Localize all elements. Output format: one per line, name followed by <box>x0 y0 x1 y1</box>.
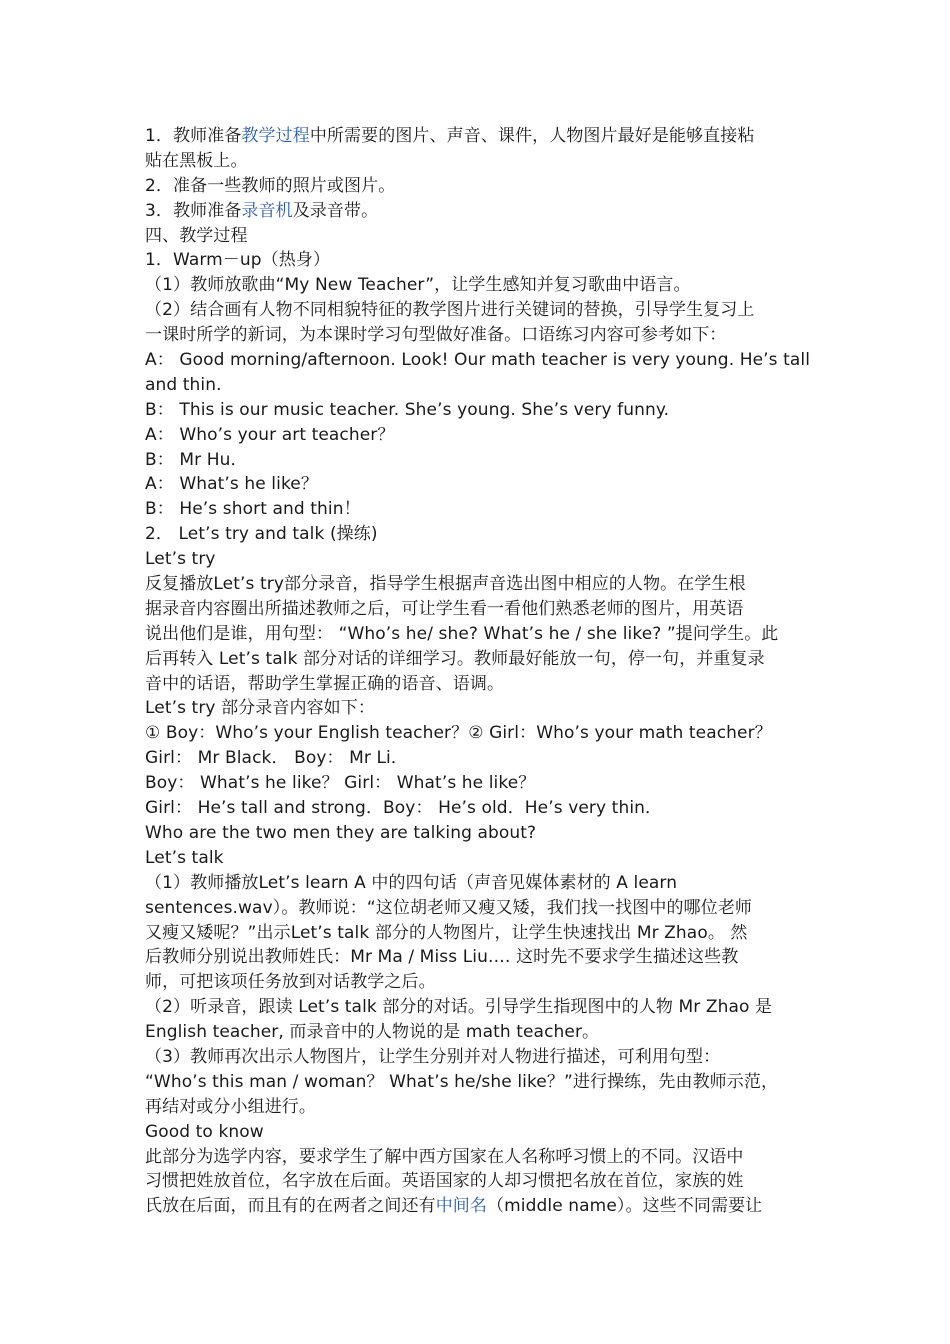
text-line <box>145 472 813 497</box>
text-line <box>145 149 813 174</box>
text-line <box>145 398 813 423</box>
text-line <box>145 746 813 771</box>
text-line <box>145 522 813 547</box>
text-run: B： This is our music teacher. She’s young. She’s very funny. <box>145 399 670 420</box>
text-run: Let’s try 部分录音内容如下： <box>145 698 375 719</box>
text-run: 师，可把该项任务放到对话教学之后。 <box>145 972 436 993</box>
text-run: 此部分为选学内容，要求学生了解中西方国家在人名称呼习惯上的不同。汉语中 <box>145 1146 744 1167</box>
text-line <box>145 1194 813 1219</box>
text-line <box>145 1095 813 1120</box>
text-line <box>145 373 813 398</box>
text-line <box>145 1169 813 1194</box>
text-run: （1）教师播放Let’s learn A 中的四句话（声音见媒体素材的 A learn <box>145 872 678 893</box>
text-line <box>145 1145 813 1170</box>
hyperlink[interactable]: 录音机 <box>241 200 293 221</box>
text-run: 又瘦又矮呢？”出示Let’s talk 部分的人物图片，让学生快速找出 Mr Zhao。 然 <box>145 922 748 943</box>
text-run: 2．准备一些教师的照片或图片。 <box>145 175 396 196</box>
text-run: 3．教师准备 <box>145 200 242 221</box>
text-run: 后再转入 Let’s talk 部分对话的详细学习。教师最好能放一句，停一句，并重复录 <box>145 648 765 669</box>
text-run: （3）教师再次出示人物图片，让学生分别并对人物进行描述，可利用句型： <box>145 1046 721 1067</box>
text-line <box>145 871 813 896</box>
text-run: A： Who’s your art teacher？ <box>145 424 395 445</box>
text-line <box>145 174 813 199</box>
text-run: ① Boy：Who’s your English teacher？② Girl：Who’s your math teacher？ <box>145 723 772 744</box>
text-line <box>145 1120 813 1145</box>
text-run: 说出他们是谁，用句型： “Who’s he/ she? What’s he / she like? ”提问学生。此 <box>145 623 779 644</box>
text-run: 2． Let’s try and talk (操练) <box>145 524 378 545</box>
text-run: Good to know <box>145 1121 264 1142</box>
text-line <box>145 921 813 946</box>
text-run: 音中的话语，帮助学生掌握正确的语音、语调。 <box>145 673 505 694</box>
text-line <box>145 547 813 572</box>
text-line <box>145 672 813 697</box>
text-run: B： Mr Hu． <box>145 449 248 470</box>
text-line <box>145 1020 813 1045</box>
text-run: A： What’s he like？ <box>145 474 318 495</box>
text-line <box>145 199 813 224</box>
text-run: Girl： He’s tall and strong．Boy： He’s old．He’s very thin． <box>145 798 663 819</box>
document-body <box>145 124 813 1219</box>
text-line <box>145 298 813 323</box>
text-line <box>145 821 813 846</box>
text-line <box>145 497 813 522</box>
text-run: （1）教师放歌曲“My New Teacher”，让学生感知并复习歌曲中语言。 <box>145 275 691 296</box>
text-line <box>145 448 813 473</box>
text-line <box>145 323 813 348</box>
text-line <box>145 945 813 970</box>
hyperlink[interactable]: 中间名 <box>435 1196 488 1217</box>
text-run: 氏放在后面，而且有的在两者之间还有 <box>145 1196 436 1217</box>
text-run: （2）听录音，跟读 Let’s talk 部分的对话。引导学生指现图中的人物 Mr Zhao 是 <box>145 997 773 1018</box>
text-run: 中所需要的图片、声音、课件，人物图片最好是能够直接粘 <box>309 126 755 146</box>
text-line <box>145 423 813 448</box>
text-line <box>145 647 813 672</box>
text-line <box>145 896 813 921</box>
text-run: 1．教师准备 <box>145 126 242 146</box>
text-run: sentences.wav）。教师说：“这位胡老师又瘦又矮，我们找一找图中的哪位老师 <box>145 897 752 918</box>
text-run: 四、教学过程 <box>145 225 248 246</box>
text-run: Let’s talk <box>145 847 224 868</box>
text-run: （2）结合画有人物不同相貌特征的教学图片进行关键词的替换，引导学生复习上 <box>145 300 755 321</box>
text-line <box>145 124 813 149</box>
text-line <box>145 771 813 796</box>
text-run: B： He’s short and thin！ <box>145 499 361 520</box>
text-run: Let’s try <box>145 549 216 570</box>
text-line <box>145 846 813 871</box>
text-line <box>145 721 813 746</box>
text-run: Who are the two men they are talking about? <box>145 822 537 843</box>
text-run: 及录音带。 <box>292 200 379 221</box>
text-line <box>145 1045 813 1070</box>
text-line <box>145 1070 813 1095</box>
text-line <box>145 597 813 622</box>
text-run: 习惯把姓放首位，名字放在后面。英语国家的人却习惯把名放在首位，家族的姓 <box>145 1171 744 1192</box>
text-run: 一课时所学的新词，为本课时学习句型做好准备。口语练习内容可参考如下： <box>145 325 727 346</box>
text-run: “Who’s this man / woman？ What’s he/she like？”进行操练，先由教师示范， <box>145 1071 779 1092</box>
hyperlink[interactable]: 教学过程 <box>241 126 310 146</box>
text-run: 据录音内容圈出所描述教师之后，可让学生看一看他们熟悉老师的图片，用英语 <box>145 598 744 619</box>
text-line <box>145 995 813 1020</box>
text-line <box>145 348 813 373</box>
text-line <box>145 248 813 273</box>
text-run: Girl： Mr Black． Boy： Mr Li． <box>145 748 408 769</box>
text-line <box>145 622 813 647</box>
text-line <box>145 970 813 995</box>
text-run: A： Good morning/afternoon. Look! Our math teacher is very young. He’s tall <box>145 350 811 371</box>
text-line <box>145 224 813 249</box>
text-run: 贴在黑板上。 <box>145 150 248 171</box>
text-run: （middle name）。这些不同需要让 <box>487 1196 763 1217</box>
text-run: Boy： What’s he like？ Girl： What’s he like？ <box>145 773 536 794</box>
text-line <box>145 273 813 298</box>
text-run: 1．Warm－up（热身） <box>145 250 331 271</box>
text-run: 反复播放Let’s try部分录音，指导学生根据声音选出图中相应的人物。在学生根 <box>145 574 746 595</box>
text-run: and thin. <box>145 374 222 395</box>
text-line <box>145 572 813 597</box>
text-run: English teacher, 而录音中的人物说的是 math teacher。 <box>145 1022 600 1043</box>
text-line <box>145 796 813 821</box>
text-run: 后教师分别说出教师姓氏：Mr Ma / Miss Liu.… 这时先不要求学生描述这些教 <box>145 947 739 968</box>
text-line <box>145 696 813 721</box>
text-run: 再结对或分小组进行。 <box>145 1096 316 1117</box>
